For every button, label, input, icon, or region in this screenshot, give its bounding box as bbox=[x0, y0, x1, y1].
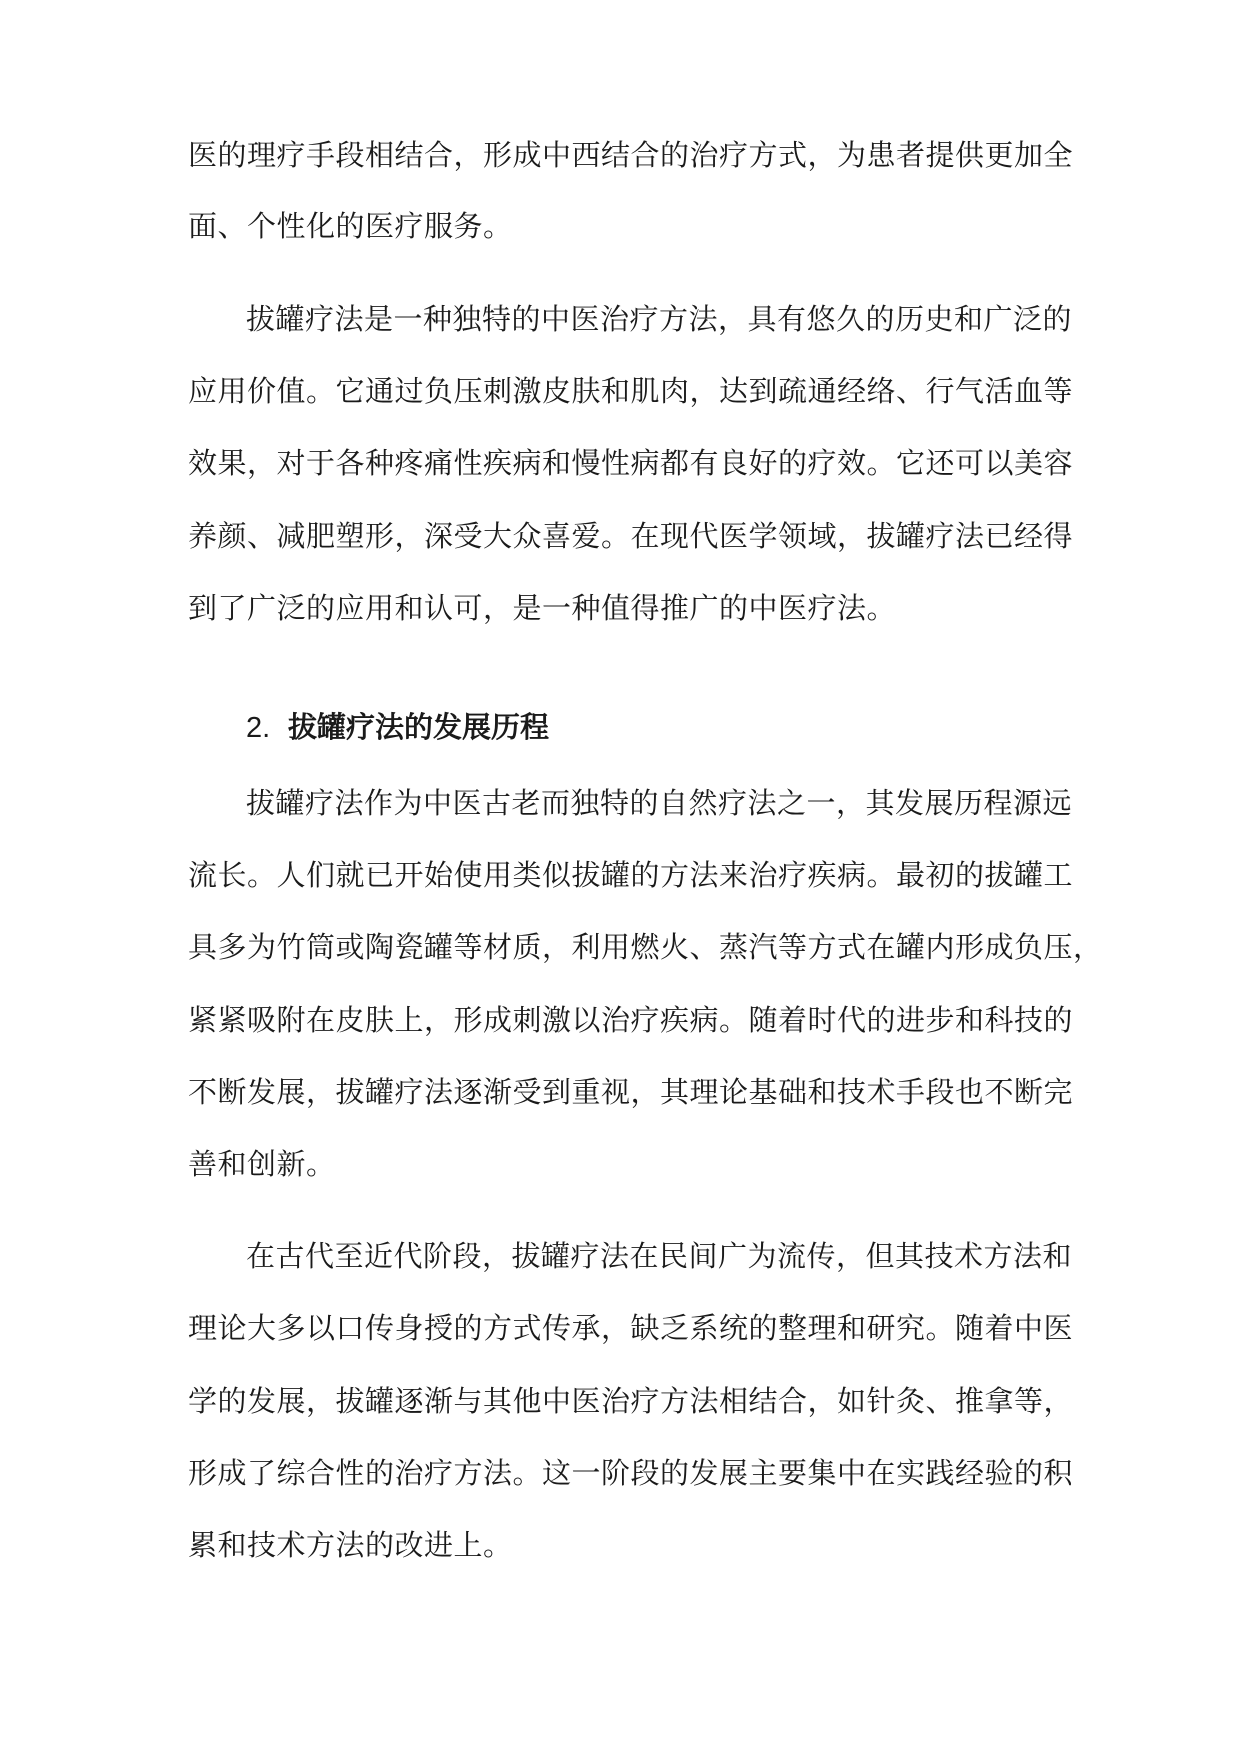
paragraph-line: 流长。人们就已开始使用类似拔罐的方法来治疗疾病。最初的拔罐工 bbox=[188, 858, 1074, 892]
paragraph-line: 学的发展，拔罐逐渐与其他中医治疗方法相结合，如针灸、推拿等， bbox=[188, 1384, 1074, 1418]
paragraph-line: 紧紧吸附在皮肤上，形成刺激以治疗疾病。随着时代的进步和科技的 bbox=[188, 1003, 1074, 1037]
paragraph-line: 具多为竹筒或陶瓷罐等材质，利用燃火、蒸汽等方式在罐内形成负压， bbox=[188, 930, 1103, 964]
paragraph-line: 在古代至近代阶段，拔罐疗法在民间广为流传，但其技术方法和 bbox=[246, 1239, 1073, 1273]
paragraph-line: 养颜、减肥塑形，深受大众喜爱。在现代医学领域，拔罐疗法已经得 bbox=[188, 519, 1074, 553]
paragraph-line: 到了广泛的应用和认可，是一种值得推广的中医疗法。 bbox=[188, 591, 897, 625]
paragraph-line: 拔罐疗法是一种独特的中医治疗方法，具有悠久的历史和广泛的 bbox=[246, 302, 1073, 336]
paragraph-line: 拔罐疗法作为中医古老而独特的自然疗法之一，其发展历程源远 bbox=[246, 786, 1073, 820]
section-heading bbox=[246, 707, 549, 747]
paragraph-line: 累和技术方法的改进上。 bbox=[188, 1528, 513, 1562]
paragraph-line: 理论大多以口传身授的方式传承，缺乏系统的整理和研究。随着中医 bbox=[188, 1311, 1074, 1345]
section-title: 拔罐疗法的发展历程 bbox=[288, 710, 550, 744]
paragraph-line: 不断发展，拔罐疗法逐渐受到重视，其理论基础和技术手段也不断完 bbox=[188, 1075, 1074, 1109]
paragraph-line: 善和创新。 bbox=[188, 1147, 336, 1181]
section-number: 2. bbox=[246, 712, 271, 744]
paragraph-line: 面、个性化的医疗服务。 bbox=[188, 209, 513, 243]
paragraph-line: 医的理疗手段相结合，形成中西结合的治疗方式，为患者提供更加全 bbox=[188, 138, 1074, 172]
paragraph-line: 应用价值。它通过负压刺激皮肤和肌肉，达到疏通经络、行气活血等 bbox=[188, 374, 1074, 408]
paragraph-line: 效果，对于各种疼痛性疾病和慢性病都有良好的疗效。它还可以美容 bbox=[188, 446, 1074, 480]
paragraph-line: 形成了综合性的治疗方法。这一阶段的发展主要集中在实践经验的积 bbox=[188, 1456, 1074, 1490]
